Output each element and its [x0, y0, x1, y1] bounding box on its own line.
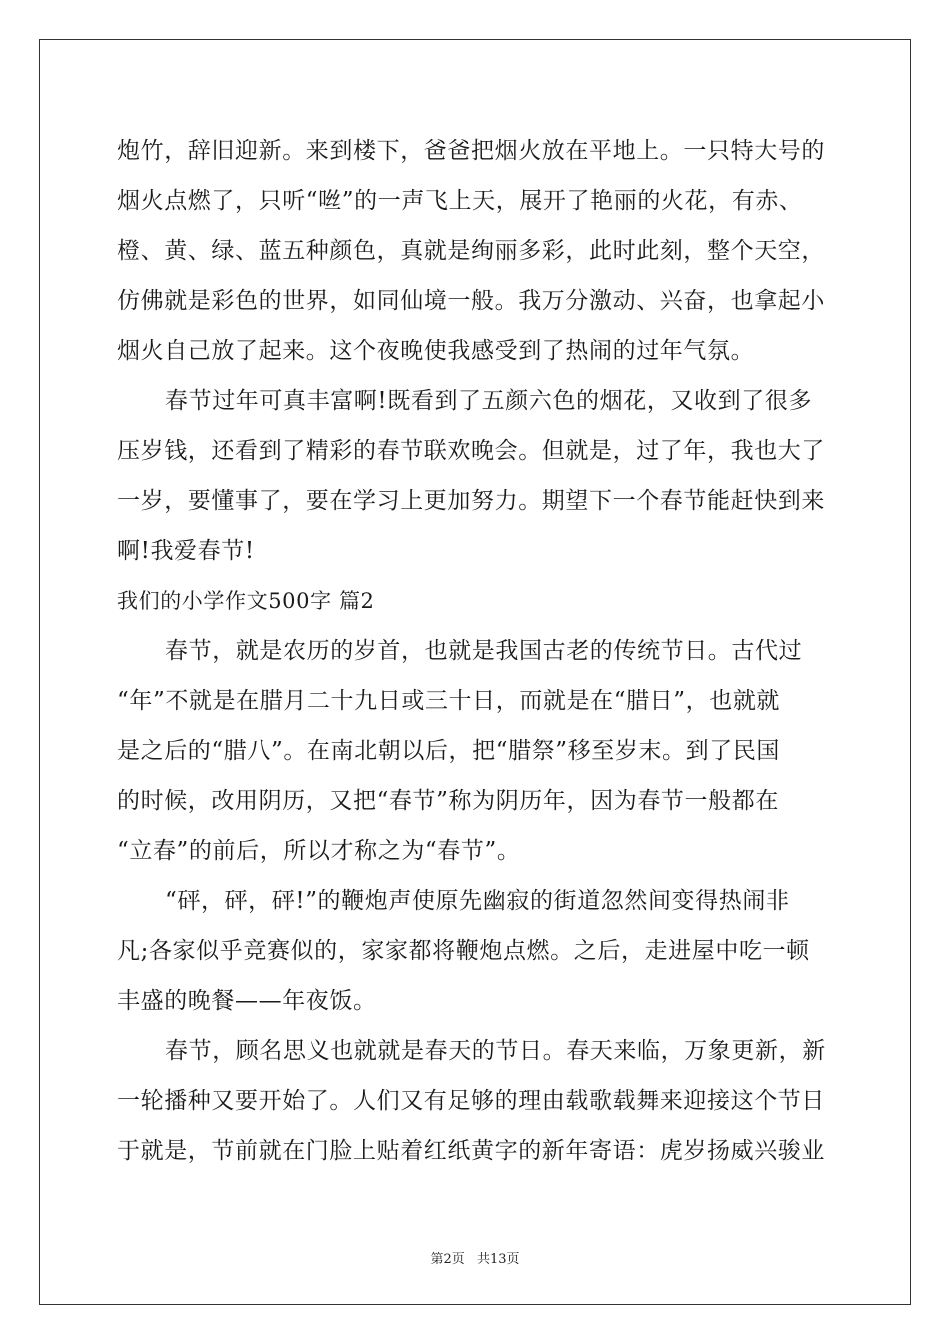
- text-line: 压岁钱，还看到了精彩的春节联欢晚会。但就是，过了年，我也大了: [117, 438, 825, 464]
- text-line: 丰盛的晚餐——年夜饭。: [117, 988, 377, 1014]
- text-line: 于就是，节前就在门脸上贴着红纸黄字的新年寄语：虎岁扬威兴骏业: [117, 1138, 825, 1164]
- text-line: 的时候，改用阴历，又把“春节”称为阴历年，因为春节一般都在: [117, 788, 779, 814]
- text-line: “立春”的前后，所以才称之为“春节”。: [117, 838, 521, 864]
- text-line: 凡;各家似乎竞赛似的，家家都将鞭炮点燃。之后，走进屋中吃一顿: [117, 938, 810, 964]
- paragraph-start-line: “砰，砰，砰!”的鞭炮声使原先幽寂的街道忽然间变得热闹非: [165, 888, 790, 914]
- paragraph-start-line: 春节，就是农历的岁首，也就是我国古老的传统节日。古代过: [165, 638, 803, 664]
- paragraph-start-line: 春节，顾名思义也就就是春天的节日。春天来临，万象更新，新: [165, 1038, 826, 1064]
- text-line: “年”不就是在腊月二十九日或三十日，而就是在“腊日”，也就就: [117, 688, 781, 714]
- text-line: 炮竹，辞旧迎新。来到楼下，爸爸把烟火放在平地上。一只特大号的: [117, 138, 825, 164]
- text-line: 烟火自己放了起来。这个夜晚使我感受到了热闹的过年气氛。: [117, 338, 755, 364]
- text-line: 是之后的“腊八”。在南北朝以后，把“腊祭”移至岁末。到了民国: [117, 738, 781, 764]
- paragraph-start-line: 春节过年可真丰富啊!既看到了五颜六色的烟花，又收到了很多: [165, 388, 813, 414]
- page-footer: [0, 1248, 950, 1267]
- text-line: 仿佛就是彩色的世界，如同仙境一般。我万分激动、兴奋，也拿起小: [117, 288, 825, 314]
- text-line: 烟火点燃了，只听“咝”的一声飞上天，展开了艳丽的火花，有赤、: [117, 188, 803, 214]
- section-heading: 我们的小学作文500字 篇2: [117, 589, 375, 613]
- page-number: 第2页: [430, 1252, 465, 1267]
- page-total: 共13页: [476, 1252, 520, 1267]
- text-line: 一岁，要懂事了，要在学习上更加努力。期望下一个春节能赶快到来: [117, 488, 825, 514]
- document-body: [117, 126, 837, 1176]
- text-line: 橙、黄、绿、蓝五种颜色，真就是绚丽多彩，此时此刻，整个天空，: [117, 238, 825, 264]
- text-line: 啊!我爱春节!: [117, 538, 255, 564]
- text-line: 一轮播种又要开始了。人们又有足够的理由载歌载舞来迎接这个节日: [117, 1088, 825, 1114]
